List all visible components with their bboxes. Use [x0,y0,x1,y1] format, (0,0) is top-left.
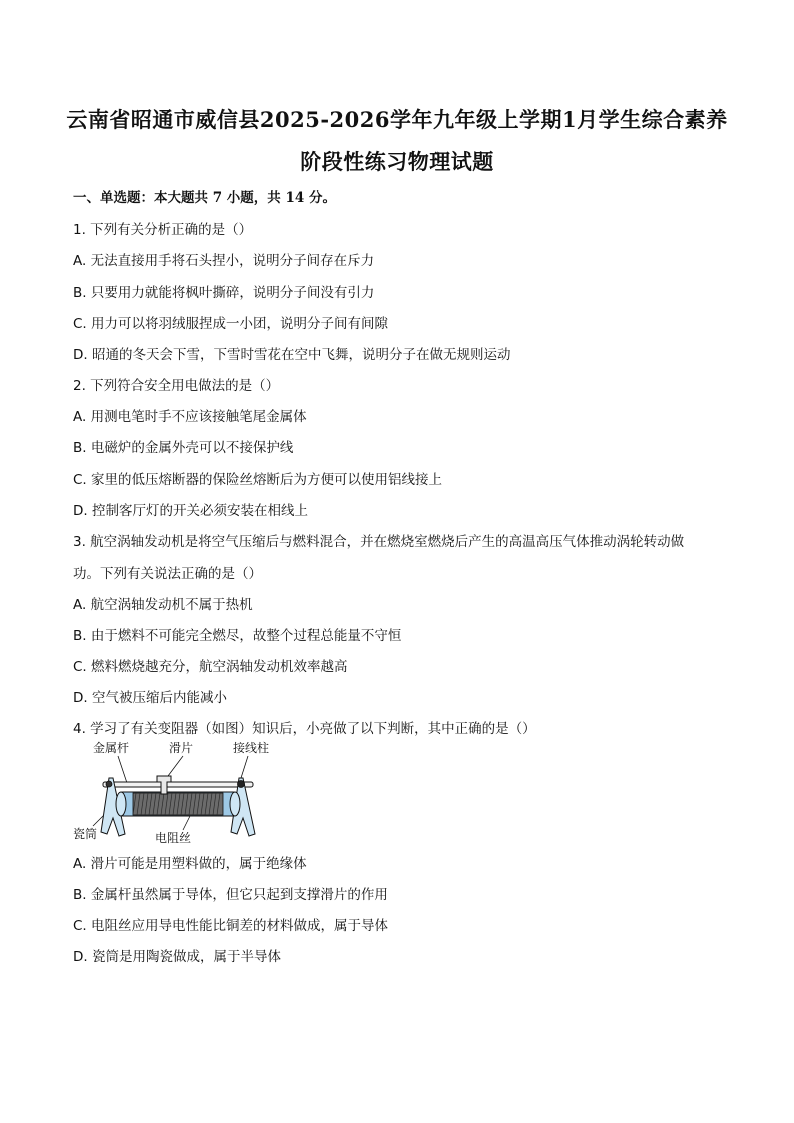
question-3-stem-line-1: 3. 航空涡轴发动机是将空气压缩后与燃料混合，并在燃烧室燃烧后产生的高温高压气体推动涡轮转动做 [73,534,685,550]
question-4-option-b: B. 金属杆虽然属于导体，但它只起到支撑滑片的作用 [73,887,388,903]
question-1-stem: 1. 下列有关分析正确的是（） [73,222,253,238]
label-slider: 滑片 [169,741,194,755]
leader-terminal [241,756,248,778]
question-2-option-d: D. 控制客厅灯的开关必须安装在相线上 [73,503,308,519]
question-4-stem: 4. 学习了有关变阻器（如图）知识后，小亮做了以下判断，其中正确的是（） [73,721,536,737]
question-1-option-b: B. 只要用力就能将枫叶撕碎，说明分子间没有引力 [73,285,375,301]
question-4-option-a: A. 滑片可能是用塑料做的，属于绝缘体 [73,856,307,872]
question-3-option-d: D. 空气被压缩后内能减小 [73,690,227,706]
label-resistance-wire: 电阻丝 [155,831,192,845]
left-terminal [106,781,112,787]
question-4-option-c: C. 电阻丝应用导电性能比铜差的材料做成，属于导体 [73,918,389,934]
question-2-stem: 2. 下列符合安全用电做法的是（） [73,378,280,394]
question-2-option-b: B. 电磁炉的金属外壳可以不接保护线 [73,440,294,456]
section-heading: 一、单选题：本大题共 7 小题，共 14 分。 [73,190,336,206]
question-2-option-a: A. 用测电笔时手不应该接触笔尾金属体 [73,409,307,425]
label-terminal: 接线柱 [233,741,270,755]
question-2-option-c: C. 家里的低压熔断器的保险丝熔断后为方便可以使用铝线接上 [73,472,443,488]
page-title-line-2: 阶段性练习物理试题 [300,149,494,174]
tube-left-end [116,792,126,816]
question-3-stem-line-2: 功。下列有关说法正确的是（） [73,566,262,582]
label-ceramic-tube: 瓷筒 [73,827,98,841]
rheostat-figure [73,738,283,846]
question-3-option-b: B. 由于燃料不可能完全燃尽，故整个过程总能量不守恒 [73,628,402,644]
question-1-option-c: C. 用力可以将羽绒服捏成一小团，说明分子间有间隙 [73,316,389,332]
right-terminal [238,781,245,788]
metal-rod [103,782,253,787]
tube-right-end [230,792,240,816]
page-title-line-1: 云南省昭通市威信县2025-2026学年九年级上学期1月学生综合素养 [66,107,728,132]
question-1-option-a: A. 无法直接用手将石头捏小，说明分子间存在斥力 [73,253,375,269]
question-1-option-d: D. 昭通的冬天会下雪，下雪时雪花在空中飞舞，说明分子在做无规则运动 [73,347,511,363]
label-metal-rod: 金属杆 [93,741,130,755]
question-3-option-c: C. 燃料燃烧越充分，航空涡轴发动机效率越高 [73,659,348,675]
question-4-option-d: D. 瓷筒是用陶瓷做成，属于半导体 [73,949,281,965]
question-3-option-a: A. 航空涡轴发动机不属于热机 [73,597,253,613]
